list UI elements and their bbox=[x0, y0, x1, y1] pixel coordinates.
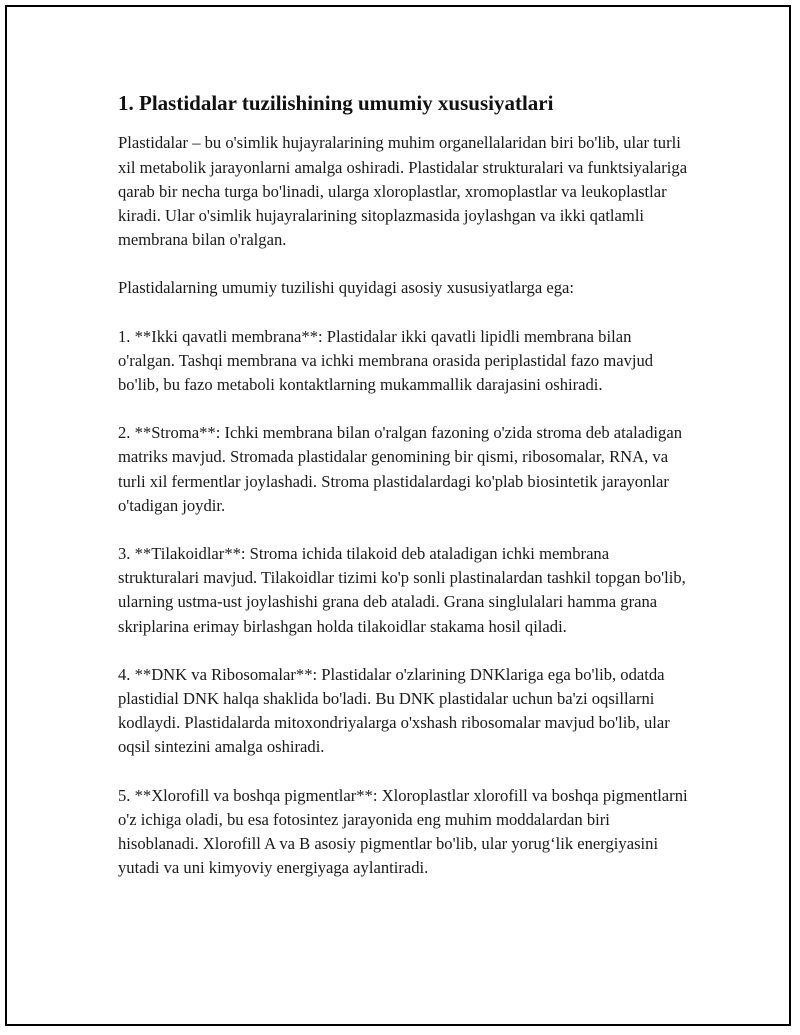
features-lead-paragraph: Plastidalarning umumiy tuzilishi quyidagi asosiy xususiyatlarga ega: bbox=[118, 278, 574, 298]
feature-pigments-paragraph: 5. **Xlorofill va boshqa pigmentlar**: Xloroplastlar xlorofill va boshqa pigmentlarni o'z ichiga oladi, bu esa fotosintez jarayonida eng muhim moddalardan biri hisoblanadi. Xlorofill A va B asosiy pigmentlar bo'lib, ular yorug‘lik energiyasini yutadi va uni kimyoviy energiyaga aylantiradi. bbox=[118, 785, 688, 878]
feature-dna-paragraph: 4. **DNK va Ribosomalar**: Plastidalar o'zlarining DNKlariga ega bo'lib, odatda plastidial DNK halqa shaklida bo'ladi. Bu DNK plastidalar uchun ba'zi oqsillarni kodlaydi. Plastidalarda mitoxondriyalarga o'xshash ribosomalar mavjud bo'lib, ular oqsil sintezini amalga oshiradi. bbox=[118, 664, 670, 757]
intro-paragraph: Plastidalar – bu o'simlik hujayralarining muhim organellalaridan biri bo'lib, ular turli xil metabolik jarayonlarni amalga oshiradi. Plastidalar strukturalari va funktsiyalariga qarab bir necha turga bo'linadi, ularga xloroplastlar, xromoplastlar va leukoplastlar kiradi. Ular o'simlik hujayralarining sitoplazmasida joylashgan va ikki qatlamli membrana bilan o'ralgan. bbox=[118, 133, 688, 250]
feature-stroma-paragraph: 2. **Stroma**: Ichki membrana bilan o'ralgan fazoning o'zida stroma deb ataladigan matriks mavjud. Stromada plastidalar genomining bir qismi, ribosomalar, RNA, va turli xil fermentlar joylashadi. Stroma plastidalardagi ko'plab biosintetik jarayonlar o'tadigan joydir. bbox=[118, 423, 682, 515]
feature-membrane-paragraph: 1. **Ikki qavatli membrana**: Plastidalar ikki qavatli lipidli membrana bilan o'ralgan. Tashqi membrana va ichki membrana orasida periplastidal fazo mavjud bo'lib, bu fazo metaboli kontaktlarning mukammallik darajasini oshiradi. bbox=[118, 326, 654, 394]
section-heading: 1. Plastidalar tuzilishining umumiy xususiyatlari bbox=[118, 91, 554, 115]
feature-thylakoid-paragraph: 3. **Tilakoidlar**: Stroma ichida tilakoid deb ataladigan ichki membrana strukturalari mavjud. Tilakoidlar tizimi ko'p sonli plastinalardan tashkil topgan bo'lib, ularning ustma-ust joylashishi grana deb ataladi. Grana singlulalari hamma grana skriplarina erimay birlashgan holda tilakoidlar stakama hosil qiladi. bbox=[118, 543, 686, 636]
document-body bbox=[118, 90, 688, 904]
